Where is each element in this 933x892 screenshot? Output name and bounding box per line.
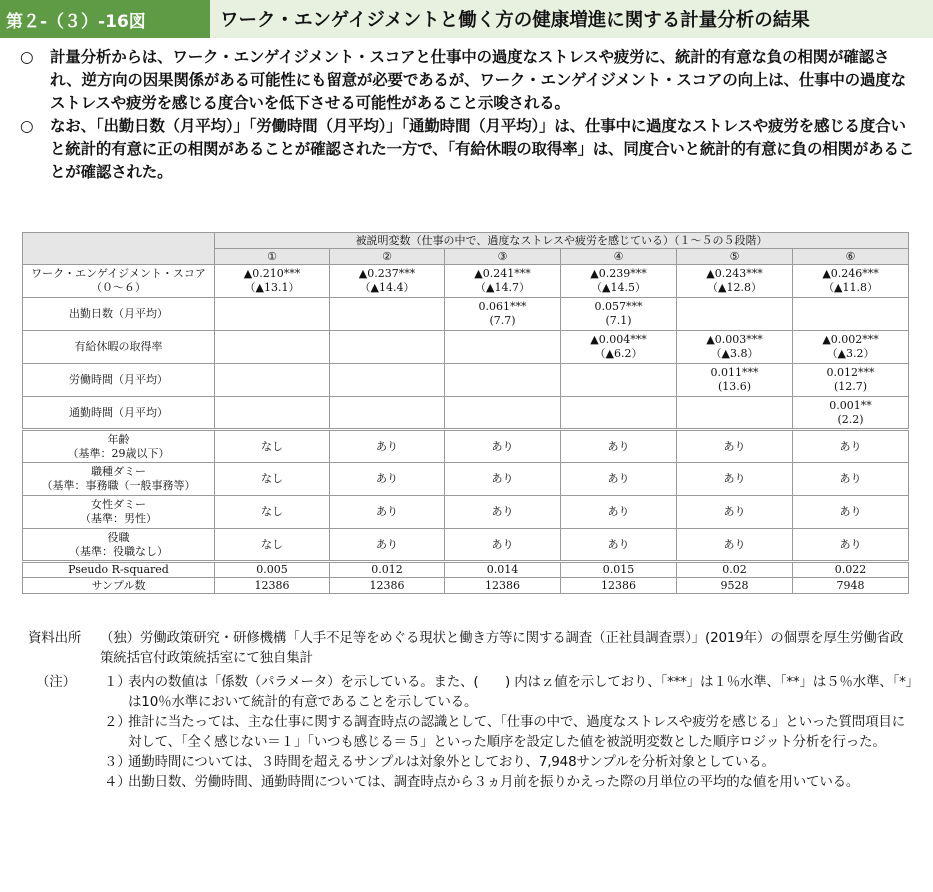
row-label-line: 出勤日数（月平均） [69, 307, 168, 320]
coefficient-cell [561, 298, 677, 331]
coefficient-cell [793, 331, 909, 364]
row-label [23, 496, 215, 529]
coefficient-value: ▲0.241*** [474, 267, 531, 280]
control-cell: あり [330, 496, 445, 529]
note-text: 出勤日数、労働時間、通勤時間については、調査時点から３ヵ月前を振りかえった際の月単位の平均的な値を用いている。 [128, 774, 860, 790]
stat-cell: 12386 [330, 578, 445, 594]
coefficient-cell [445, 364, 561, 397]
stat-cell: 12386 [561, 578, 677, 594]
row-label-line: 有給休暇の取得率 [74, 340, 163, 353]
coefficient-value: ▲0.002*** [822, 333, 879, 346]
row-label-line: （基準：役職なし） [69, 544, 168, 558]
z-value: (7.7) [489, 314, 516, 327]
source-label: 資料出所 [28, 630, 82, 646]
coefficient-value: ▲0.004*** [590, 333, 647, 346]
table-row [23, 578, 909, 594]
control-cell: あり [445, 430, 561, 463]
note-item [28, 752, 913, 772]
z-value: （▲3.8） [710, 347, 759, 360]
figure-label: 第２-（３）-16図 [0, 0, 210, 38]
table-row [23, 430, 909, 463]
stat-cell: 0.012 [330, 562, 445, 578]
stat-cell: 0.02 [677, 562, 793, 578]
row-label-line: （基準：29歳以下） [67, 446, 170, 460]
coefficient-cell [215, 397, 330, 430]
column-header: ④ [561, 249, 677, 265]
z-value: (2.2) [837, 412, 864, 426]
coefficient-cell [677, 397, 793, 430]
column-header: ③ [445, 249, 561, 265]
coefficient-cell [561, 331, 677, 364]
control-cell: あり [561, 463, 677, 496]
control-cell: あり [677, 463, 793, 496]
control-cell: あり [677, 529, 793, 562]
control-cell: あり [793, 529, 909, 562]
row-label: サンプル数 [23, 578, 215, 594]
column-header: ⑥ [793, 249, 909, 265]
z-value: （▲14.5） [591, 281, 646, 294]
note-text: 推計に当たっては、主な仕事に関する調査時点の認識として、「仕事の中で、過度なストレスや疲労を感じる」といった質問項目に対して、「全く感じない＝１」「いつも感じる＝５」といった順序を設定した値を被説明変数とした順序ロジット分析を行った。 [128, 714, 906, 750]
coefficient-cell [677, 265, 793, 298]
row-label-line: 女性ダミー [91, 498, 146, 511]
stat-cell: 0.015 [561, 562, 677, 578]
control-cell: あり [561, 430, 677, 463]
coefficient-cell [445, 298, 561, 331]
note-number: ２） [104, 714, 131, 730]
stat-cell: 12386 [215, 578, 330, 594]
coefficient-cell [793, 364, 909, 397]
main-rows [23, 265, 909, 430]
table-row [23, 529, 909, 562]
note-text: 通勤時間については、３時間を超えるサンプルは対象外としており、7,948サンプルを分析対象としている。 [128, 754, 775, 770]
coefficient-cell [561, 265, 677, 298]
control-cell: なし [215, 529, 330, 562]
table-row [23, 364, 909, 397]
control-cell: あり [445, 496, 561, 529]
table-row [23, 265, 909, 298]
note-number: ４） [104, 774, 131, 790]
summary-paragraph [20, 46, 915, 115]
coefficient-cell [215, 331, 330, 364]
z-value: （▲14.4） [359, 281, 415, 294]
coefficient-value: ▲0.246*** [822, 267, 879, 280]
coefficient-cell [793, 265, 909, 298]
note-number: １） [104, 674, 131, 690]
figure-title: ワーク・エンゲイジメントと働く方の健康増進に関する計量分析の結果 [210, 0, 933, 38]
stat-cell: 9528 [677, 578, 793, 594]
control-cell: あり [793, 430, 909, 463]
coefficient-cell [330, 397, 445, 430]
summary-paragraph [20, 115, 915, 184]
row-label-line: （基準：事務職（一般事務等） [41, 479, 196, 492]
summary [20, 46, 915, 184]
row-label-line: （基準：男性） [80, 512, 157, 525]
table-row [23, 463, 909, 496]
coefficient-cell [330, 331, 445, 364]
row-label [23, 430, 215, 463]
column-header: ① [215, 249, 330, 265]
coefficient-cell [215, 265, 330, 298]
regression-table [22, 232, 909, 594]
coefficient-cell [215, 364, 330, 397]
summary-text: なお、「出勤日数（月平均）」「労働時間（月平均）」「通勤時間（月平均）」は、仕事中に過度なストレスや疲労を感じる度合いと統計的有意に正の相関があることが確認された一方で、「有給休暇の取得率」は、同度合いと統計的有意に負の相関があることが確認された。 [50, 117, 915, 181]
coefficient-value: 0.057*** [594, 300, 643, 313]
note-item [28, 712, 913, 752]
coefficient-cell [677, 298, 793, 331]
control-cell: あり [330, 529, 445, 562]
coefficient-value: ▲0.243*** [706, 267, 763, 280]
z-value: (12.7) [834, 380, 868, 393]
stat-cell: 0.022 [793, 562, 909, 578]
control-cell: あり [793, 496, 909, 529]
note-number: ３） [104, 754, 131, 770]
note-text: 表内の数値は「係数（パラメータ）を示している。また、( ) 内はｚ値を示しており、「***」は１％水準、「**」は５％水準、「*」は10％水準において統計的有意であることを示している。 [128, 674, 913, 710]
control-cell: あり [677, 430, 793, 463]
row-label-line: 労働時間（月平均） [69, 373, 168, 386]
coefficient-value: 0.011*** [710, 366, 759, 379]
coefficient-cell [793, 397, 909, 430]
notes-label: （注） [36, 674, 76, 690]
coefficient-value: ▲0.003*** [706, 333, 763, 346]
coefficient-cell [561, 364, 677, 397]
stat-cell: 0.005 [215, 562, 330, 578]
row-label-line: 役職 [107, 530, 130, 544]
table-row [23, 562, 909, 578]
circle-bullet-icon: ○ [20, 48, 34, 66]
control-cell: あり [561, 529, 677, 562]
coefficient-cell [677, 364, 793, 397]
z-value: （▲12.8） [707, 281, 762, 294]
z-value: （▲11.8） [823, 281, 879, 294]
stat-cell: 12386 [445, 578, 561, 594]
coefficient-cell [445, 331, 561, 364]
z-value: （▲13.1） [244, 281, 300, 294]
control-cell: あり [445, 529, 561, 562]
stat-cell: 7948 [793, 578, 909, 594]
control-cell: なし [215, 496, 330, 529]
source-text: （独）労働政策研究・研修機構「人手不足等をめぐる現状と働き方等に関する調査（正社員調査票）」(2019年）の個票を厚生労働省政策統括官付政策統括室にて独自集計 [100, 630, 904, 666]
coefficient-cell [793, 298, 909, 331]
control-cell: あり [330, 430, 445, 463]
control-cell: あり [445, 463, 561, 496]
row-label [23, 397, 215, 430]
coefficient-cell [330, 298, 445, 331]
row-label [23, 298, 215, 331]
row-label-line: （０～６） [91, 281, 146, 294]
source [28, 628, 913, 668]
coefficient-cell [445, 397, 561, 430]
coefficient-value: 0.001** [829, 398, 872, 412]
row-label [23, 463, 215, 496]
column-header: ⑤ [677, 249, 793, 265]
control-cell: なし [215, 430, 330, 463]
control-cell: なし [215, 463, 330, 496]
coefficient-cell [677, 331, 793, 364]
table-row [23, 298, 909, 331]
control-cell: あり [793, 463, 909, 496]
circle-bullet-icon: ○ [20, 117, 34, 135]
coefficient-cell [330, 364, 445, 397]
control-cell: あり [677, 496, 793, 529]
row-label-line: 職種ダミー [91, 465, 146, 478]
stat-cell: 0.014 [445, 562, 561, 578]
row-label [23, 364, 215, 397]
note-item [28, 772, 913, 792]
coefficient-cell [445, 265, 561, 298]
row-label [23, 529, 215, 562]
corner-cell [23, 233, 215, 265]
z-value: （▲14.7） [475, 281, 530, 294]
control-rows [23, 430, 909, 562]
notes-section [28, 628, 913, 792]
row-label [23, 265, 215, 298]
row-label-line: 年齢 [107, 432, 130, 446]
row-label-line: 通勤時間（月平均） [69, 405, 168, 419]
table-row [23, 331, 909, 364]
row-label [23, 331, 215, 364]
control-cell: あり [561, 496, 677, 529]
table-row [23, 496, 909, 529]
coefficient-value: ▲0.237*** [358, 267, 416, 280]
coefficient-cell [215, 298, 330, 331]
z-value: (7.1) [605, 314, 632, 327]
z-value: （▲6.2） [594, 347, 643, 360]
figure-title-bar [0, 0, 933, 38]
summary-text: 計量分析からは、ワーク・エンゲイジメント・スコアと仕事中の過度なストレスや疲労に、統計的有意な負の相関が確認され、逆方向の因果関係がある可能性にも留意が必要であるが、ワーク・エンゲイジメント・スコアの向上は、仕事中の過度なストレスや疲労を感じる度合いを低下させる可能性があること示唆される。 [50, 48, 906, 112]
z-value: (13.6) [717, 380, 752, 393]
z-value: （▲3.2） [826, 347, 875, 360]
row-label: Pseudo R-squared [23, 562, 215, 578]
coefficient-value: ▲0.210*** [243, 267, 301, 280]
coefficient-cell [330, 265, 445, 298]
coefficient-cell [561, 397, 677, 430]
coefficient-value: ▲0.239*** [590, 267, 647, 280]
stat-rows [23, 562, 909, 594]
table-row [23, 397, 909, 430]
column-header: ② [330, 249, 445, 265]
dependent-variable-header: 被説明変数（仕事の中で、過度なストレスや疲労を感じている）（１～５の５段階） [215, 233, 909, 249]
coefficient-value: 0.012*** [826, 366, 875, 379]
row-label-line: ワーク・エンゲイジメント・スコア [31, 267, 206, 280]
coefficient-value: 0.061*** [478, 300, 527, 313]
note-item [28, 672, 913, 712]
control-cell: あり [330, 463, 445, 496]
